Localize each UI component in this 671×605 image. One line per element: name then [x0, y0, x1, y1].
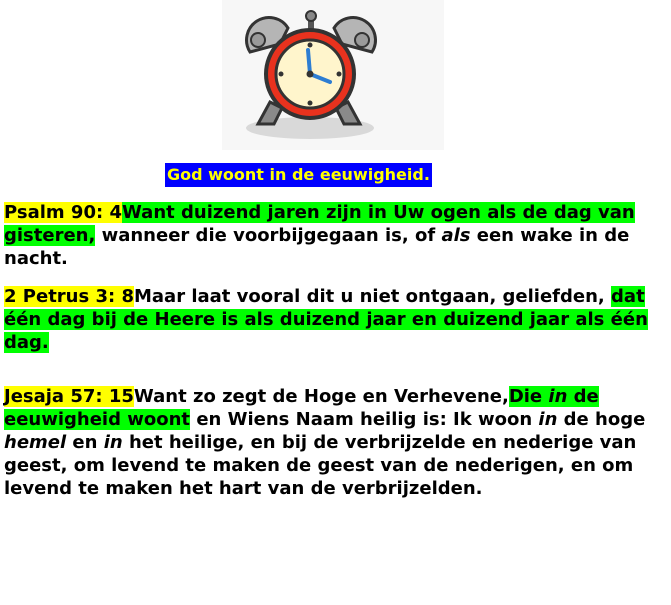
verse-text: en	[66, 432, 104, 453]
verse-text-italic: in	[103, 432, 123, 453]
verse-text: een wake in de nacht.	[4, 225, 630, 269]
verse-text: het heilige, en bij de verbrijzelde en nederige van geest, om levend te maken de geest van de nederigen, en om levend te maken het hart van de verbrijzelden.	[4, 432, 637, 499]
verse-text: wanneer die voorbijgegaan is, of	[95, 225, 442, 246]
verse-text-italic: hemel	[4, 432, 67, 453]
scripture-reference: Psalm 90: 4	[4, 202, 122, 223]
verse-text-italic: in	[538, 409, 558, 430]
verse-text: en Wiens Naam heilig is: Ik woon	[190, 409, 539, 430]
page-title: God woont in de eeuwigheid.	[165, 163, 432, 187]
scripture-reference: Jesaja 57: 15	[4, 386, 134, 407]
verse-text: Want zo zegt de Hoge en Verhevene,	[133, 386, 509, 407]
verse-text-highlight-italic: in	[548, 386, 568, 407]
verse-text-highlight: de eeuwigheid woont	[4, 386, 599, 430]
verse-text: Maar laat vooral dit u niet ontgaan, geliefden,	[133, 286, 612, 307]
verse-text: de hoge	[557, 409, 646, 430]
scripture-reference: 2 Petrus 3: 8	[4, 286, 134, 307]
passage-psalm-90-4	[4, 201, 668, 270]
passage-jesaja-57-15	[4, 385, 668, 500]
verse-text-highlight: Die	[508, 386, 549, 407]
clipart-area	[222, 0, 444, 150]
passage-2-petrus-3-8	[4, 285, 668, 354]
verse-text-italic: als	[441, 225, 471, 246]
verse-text-highlight: Want duizend jaren zijn in Uw ogen als de dag van gisteren,	[4, 202, 635, 246]
alarm-clock-icon	[222, 0, 444, 150]
verse-text-highlight: dat één dag bij de Heere is als duizend jaar en duizend jaar als één dag.	[4, 286, 648, 353]
